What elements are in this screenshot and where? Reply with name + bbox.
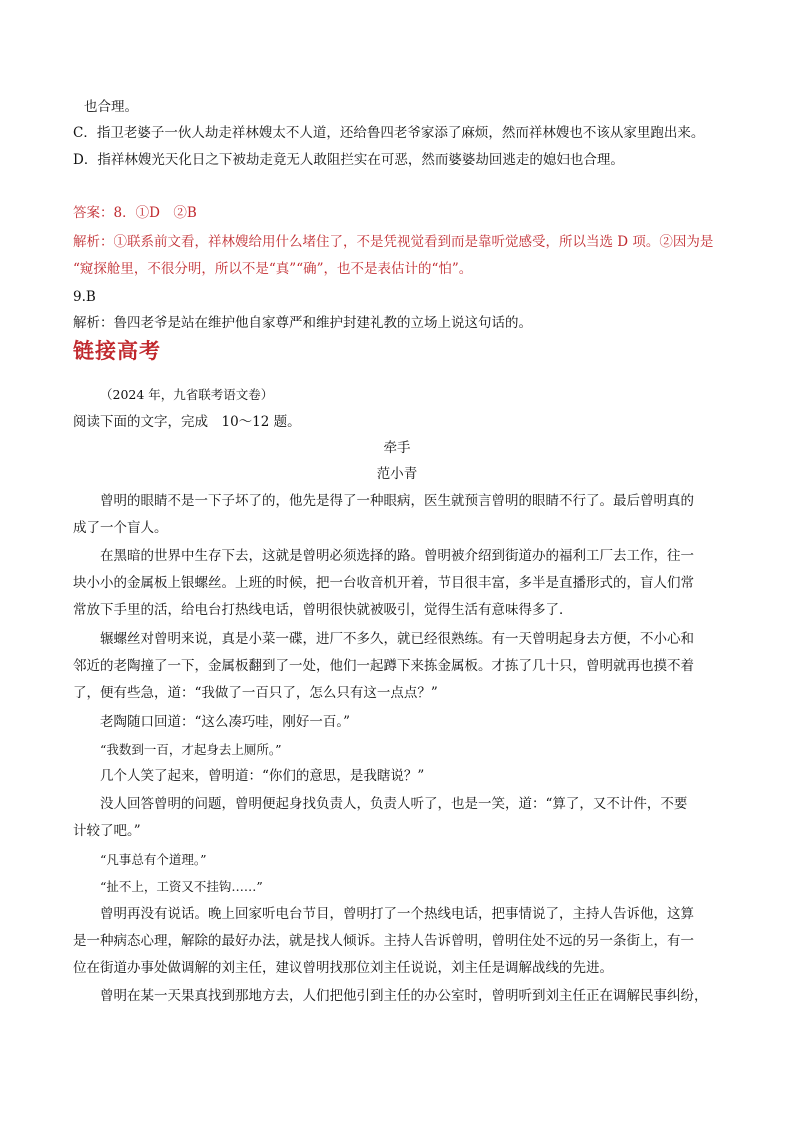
- analysis-line-2: “窥探舱里，不很分明，所以不是“真”“确”，也不是表估计的“怕”。: [73, 261, 473, 277]
- paragraph-line: 位在街道办事处做调解的刘主任，建议曾明找那位刘主任说说，刘主任是调解战线的先进。: [73, 960, 613, 976]
- paragraph-line: 曾明再没有说话。晚上回家听电台节目，曾明打了一个热线电话，把事情说了，主持人告诉他，这算: [100, 906, 694, 922]
- passage-author: 范小青: [376, 466, 418, 482]
- exam-instruction: 阅读下面的文字，完成 10～12 题。: [73, 414, 301, 430]
- paragraph-line: 了，便有些急，道：“我做了一百只了，怎么只有这一点点？”: [73, 685, 438, 701]
- paragraph-line: 没人回答曾明的问题，曾明便起身找负责人，负责人听了，也是一笑，道：“算了，又不计件，不要: [100, 796, 688, 812]
- passage-title: 牵手: [383, 440, 411, 456]
- section-heading: 链接高考: [73, 339, 161, 363]
- paragraph-line: 块小小的金属板上银螺丝。上班的时候，把一台收音机开着，节目很丰富，多半是直播形式的，盲人们常: [73, 575, 694, 591]
- paragraph-line: 计较了吧。”: [73, 823, 141, 839]
- paragraph-line: 邻近的老陶撞了一下，金属板翻到了一处，他们一起蹲下来拣金属板。才拣了几十只，曾明就再也摸不着: [73, 658, 694, 674]
- paragraph-line: 曾明在某一天果真找到那地方去，人们把他引到主任的办公室时，曾明听到刘主任正在调解民事纠纷，: [100, 988, 708, 1004]
- option-c-text: C．指卫老婆子一伙人劫走祥林嫂太不人道，还给鲁四老爷家添了麻烦，然而祥林嫂也不该从家里跑出来。: [73, 125, 705, 141]
- text-line-continuation: 也合理。: [84, 99, 138, 115]
- paragraph-line: 在黑暗的世界中生存下去，这就是曾明必须选择的路。曾明被介绍到街道办的福利工厂去工作，往一: [100, 548, 694, 564]
- analysis-line-1: 解析：①联系前文看，祥林嫂给用什么堵住了，不是凭视觉看到而是靠听觉感受，所以当选 D 项。②因为是: [73, 234, 714, 250]
- answer-line: 答案：8．①D ②B: [73, 205, 197, 221]
- paragraph-line: 老陶随口回道：“这么凑巧哇，刚好一百。”: [100, 714, 351, 730]
- q9-answer: 9.B: [73, 289, 96, 305]
- paragraph-line: 是一种病态心理，解除的最好办法，就是找人倾诉。主持人告诉曾明，曾明住处不远的另一条街上，有一: [73, 933, 694, 949]
- option-d-text: D．指祥林嫂光天化日之下被劫走竟无人敢阻拦实在可恶，然而婆婆劫回逃走的媳妇也合理。: [73, 152, 624, 168]
- paragraph-line: “凡事总有个道理。”: [100, 852, 207, 867]
- paragraph-line: 成了一个盲人。: [73, 520, 168, 536]
- paragraph-line: “扯不上，工资又不挂钩……”: [100, 879, 263, 894]
- paragraph-line: 几个人笑了起来，曾明道：“你们的意思，是我瞎说？”: [100, 768, 425, 784]
- paragraph-line: 辗螺丝对曾明来说，真是小菜一碟，进厂不多久，就已经很熟练。有一天曾明起身去方便，不小心和: [100, 631, 694, 647]
- paragraph-line: “我数到一百，才起身去上厕所。”: [100, 742, 282, 757]
- paragraph-line: 常放下手里的活，给电台打热线电话，曾明很快就被吸引，觉得生活有意味得多了．: [73, 602, 573, 618]
- paragraph-line: 曾明的眼睛不是一下子坏了的，他先是得了一种眼病，医生就预言曾明的眼睛不行了。最后曾明真的: [100, 493, 694, 509]
- q9-analysis: 解析：鲁四老爷是站在维护他自家尊严和维护封建礼教的立场上说这句话的。: [73, 315, 532, 331]
- exam-source: （2024 年，九省联考语文卷）: [100, 387, 274, 402]
